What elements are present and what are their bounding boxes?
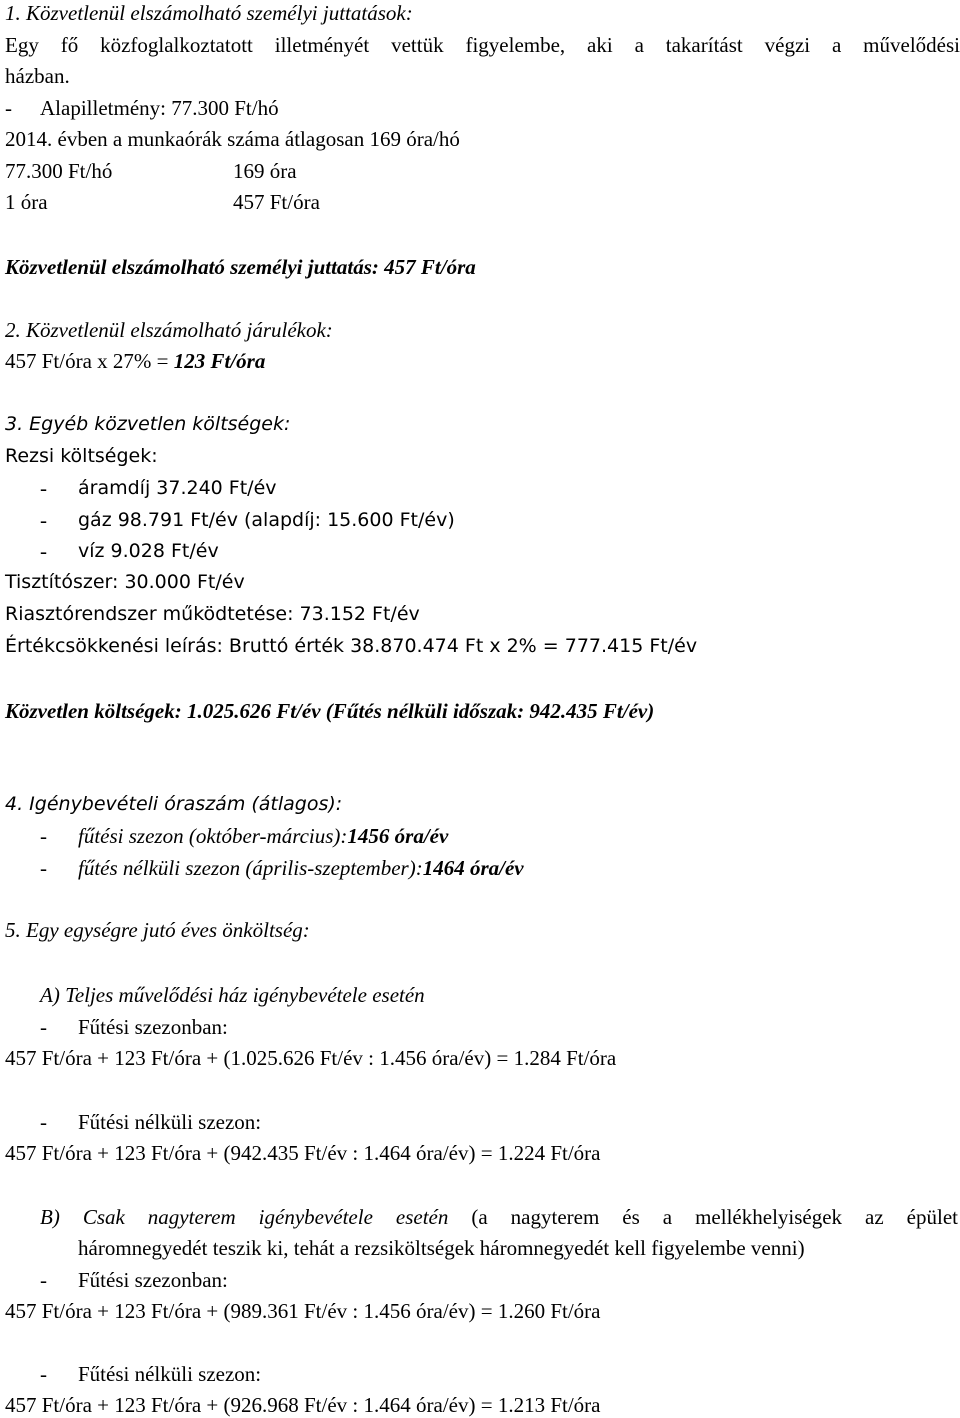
futesi-szezon-text: fűtési szezon (október-március):: [78, 824, 348, 848]
rezsi-label: Rezsi költségek:: [5, 445, 158, 467]
option-a-futesi-label: Fűtési szezonban:: [78, 1015, 228, 1039]
section2-calc-result: 123 Ft/óra: [173, 349, 266, 373]
option-b-title-line: [40, 1204, 958, 1230]
ratio-row-2-left: 1 óra: [5, 190, 48, 214]
futesi-szezon-value: 1456 óra/év: [347, 824, 449, 848]
list-dash: -: [40, 1110, 47, 1134]
list-dash: -: [40, 476, 47, 500]
gaz-line: gáz 98.791 Ft/év (alapdíj: 15.600 Ft/év): [78, 509, 455, 531]
option-b-title: B) Csak nagyterem igénybevétele esetén: [40, 1205, 449, 1229]
section2-calc: [5, 348, 265, 374]
futes-nelkuli-szezon-value: 1464 óra/év: [422, 856, 524, 880]
list-dash: -: [40, 1362, 47, 1386]
section1-paragraph-line1: Egy fő közfoglalkoztatott illetményét vettük figyelembe, aki a takarítást végzi a művelődési: [5, 33, 960, 57]
option-b-text-2: háromnegyedét teszik ki, tehát a rezsiköltségek háromnegyedét kell figyelembe venni): [78, 1236, 805, 1260]
section3-heading: 3. Egyéb közvetlen költségek:: [5, 413, 291, 435]
option-b-futesi-calc: 457 Ft/óra + 123 Ft/óra + (989.361 Ft/év : 1.456 óra/év) = 1.260 Ft/óra: [5, 1299, 601, 1323]
option-a-title: A) Teljes művelődési ház igénybevétele esetén: [40, 983, 425, 1007]
aramdij-line: áramdíj 37.240 Ft/év: [78, 477, 277, 499]
list-dash: -: [40, 856, 47, 880]
option-a-futesi-calc: 457 Ft/óra + 123 Ft/óra + (1.025.626 Ft/év : 1.456 óra/év) = 1.284 Ft/óra: [5, 1046, 617, 1070]
option-b-nelkuli-label: Fűtési nélküli szezon:: [78, 1362, 262, 1386]
futes-nelkuli-szezon-line: [78, 855, 524, 881]
riaszto-line: Riasztórendszer működtetése: 73.152 Ft/év: [5, 603, 420, 625]
option-b-text-1: (a nagyterem és a mellékhelyiségek az épület: [448, 1205, 958, 1229]
futes-nelkuli-szezon-text: fűtés nélküli szezon (április-szeptember):: [78, 856, 423, 880]
ertekcsokkenes-line: Értékcsökkenési leírás: Bruttó érték 38.870.474 Ft x 2% = 777.415 Ft/év: [5, 635, 698, 657]
tisztitoszer-line: Tisztítószer: 30.000 Ft/év: [5, 571, 245, 593]
option-a-nelkuli-calc: 457 Ft/óra + 123 Ft/óra + (942.435 Ft/év : 1.464 óra/év) = 1.224 Ft/óra: [5, 1141, 601, 1165]
section2-calc-text: 457 Ft/óra x 27% =: [5, 349, 174, 373]
munkaorak-line: 2014. évben a munkaórák száma átlagosan 169 óra/hó: [5, 127, 460, 151]
option-b-futesi-label: Fűtési szezonban:: [78, 1268, 228, 1292]
futesi-szezon-line: [78, 823, 448, 849]
ratio-row-1: [5, 158, 605, 184]
section1-result: Közvetlenül elszámolható személyi juttatás: 457 Ft/óra: [5, 255, 476, 279]
ratio-row-2-right: 457 Ft/óra: [233, 190, 320, 214]
ratio-row-2: [5, 189, 605, 215]
ratio-row-1-right: 169 óra: [233, 159, 297, 183]
list-dash: -: [40, 539, 47, 563]
section2-heading: 2. Közvetlenül elszámolható járulékok:: [5, 318, 333, 342]
section1-paragraph-line2: házban.: [5, 64, 70, 88]
list-dash: -: [40, 1015, 47, 1039]
section4-heading: 4. Igénybevételi óraszám (átlagos):: [5, 793, 343, 815]
option-a-nelkuli-label: Fűtési nélküli szezon:: [78, 1110, 262, 1134]
list-dash: -: [5, 96, 12, 120]
section3-result: Közvetlen költségek: 1.025.626 Ft/év (Fűtés nélküli időszak: 942.435 Ft/év): [5, 699, 655, 723]
ratio-row-1-left: 77.300 Ft/hó: [5, 159, 113, 183]
list-dash: -: [40, 1268, 47, 1292]
section1-heading: 1. Közvetlenül elszámolható személyi juttatások:: [5, 1, 413, 25]
viz-line: víz 9.028 Ft/év: [78, 540, 219, 562]
option-b-nelkuli-calc: 457 Ft/óra + 123 Ft/óra + (926.968 Ft/év : 1.464 óra/év) = 1.213 Ft/óra: [5, 1393, 601, 1417]
list-dash: -: [40, 508, 47, 532]
section5-heading: 5. Egy egységre jutó éves önköltség:: [5, 918, 310, 942]
alapilletmeny-line: Alapilletmény: 77.300 Ft/hó: [40, 96, 279, 120]
list-dash: -: [40, 824, 47, 848]
